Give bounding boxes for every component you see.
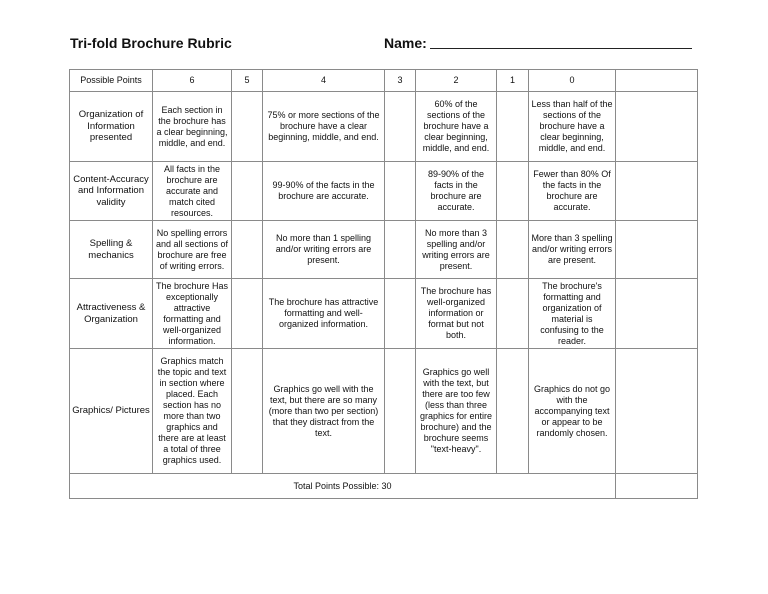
column-header: 1 (497, 70, 529, 92)
table-cell: 99-90% of the facts in the brochure are accurate. (263, 162, 385, 221)
total-row (70, 474, 698, 499)
row-category: Attractiveness & Organization (70, 279, 153, 349)
row-category: Content-Accuracy and Information validity (70, 162, 153, 221)
table-cell (616, 221, 698, 279)
table-cell (232, 221, 263, 279)
column-header: 6 (153, 70, 232, 92)
table-cell: The brochure has well-organized information or format but not both. (416, 279, 497, 349)
table-row (70, 92, 698, 162)
table-cell: Each section in the brochure has a clear beginning, middle, and end. (153, 92, 232, 162)
table-cell (232, 162, 263, 221)
table-cell: The brochure Has exceptionally attractive formatting and well-organized information. (153, 279, 232, 349)
table-cell (616, 92, 698, 162)
table-cell: Graphics go well with the text, but there are so many (more than two per section) that they distract from the text. (263, 349, 385, 474)
table-cell (385, 162, 416, 221)
table-cell (616, 162, 698, 221)
column-header: Possible Points (70, 70, 153, 92)
table-row (70, 221, 698, 279)
table-cell (497, 349, 529, 474)
table-cell (616, 349, 698, 474)
table-cell (497, 221, 529, 279)
table-row (70, 349, 698, 474)
table-cell: No spelling errors and all sections of brochure are free of writing errors. (153, 221, 232, 279)
table-cell: 75% or more sections of the brochure have a clear beginning, middle, and end. (263, 92, 385, 162)
table-cell (232, 349, 263, 474)
row-category: Spelling & mechanics (70, 221, 153, 279)
row-category: Organization of Information presented (70, 92, 153, 162)
table-cell: Less than half of the sections of the brochure have a clear beginning, middle, and end. (529, 92, 616, 162)
column-header: 4 (263, 70, 385, 92)
table-cell: Graphics do not go with the accompanying text or appear to be randomly chosen. (529, 349, 616, 474)
column-header: 2 (416, 70, 497, 92)
table-cell: Graphics go well with the text, but there are too few (less than three graphics for entire brochure) and the brochure seems "text-heavy". (416, 349, 497, 474)
row-category: Graphics/ Pictures (70, 349, 153, 474)
table-cell (497, 279, 529, 349)
table-cell (232, 92, 263, 162)
table-cell (497, 92, 529, 162)
header-row (70, 70, 698, 92)
table-cell (385, 92, 416, 162)
table-cell: Graphics match the topic and text in section where placed. Each section has no more than two graphics and there are at least a total of three graphics used. (153, 349, 232, 474)
table-cell: 60% of the sections of the brochure have a clear beginning, middle, and end. (416, 92, 497, 162)
table-cell (497, 162, 529, 221)
table-cell (616, 279, 698, 349)
column-header: 0 (529, 70, 616, 92)
table-cell: All facts in the brochure are accurate and match cited resources. (153, 162, 232, 221)
table-row (70, 162, 698, 221)
table-cell: The brochure has attractive formatting and well-organized information. (263, 279, 385, 349)
table-row (70, 279, 698, 349)
column-header (616, 70, 698, 92)
column-header: 5 (232, 70, 263, 92)
page-title: Tri-fold Brochure Rubric (70, 35, 232, 51)
table-cell: 89-90% of the facts in the brochure are accurate. (416, 162, 497, 221)
table-cell (385, 279, 416, 349)
table-cell: No more than 3 spelling and/or writing errors are present. (416, 221, 497, 279)
column-header: 3 (385, 70, 416, 92)
table-cell: The brochure's formatting and organization of material is confusing to the reader. (529, 279, 616, 349)
table-cell (232, 279, 263, 349)
name-label: Name: (384, 35, 427, 51)
rubric-table (69, 69, 698, 499)
name-underline (430, 48, 692, 49)
table-cell (385, 221, 416, 279)
table-cell: Fewer than 80% Of the facts in the brochure are accurate. (529, 162, 616, 221)
table-cell: More than 3 spelling and/or writing errors are present. (529, 221, 616, 279)
table-cell: No more than 1 spelling and/or writing errors are present. (263, 221, 385, 279)
total-points: Total Points Possible: 30 (70, 474, 616, 499)
table-cell (616, 474, 698, 499)
table-cell (385, 349, 416, 474)
